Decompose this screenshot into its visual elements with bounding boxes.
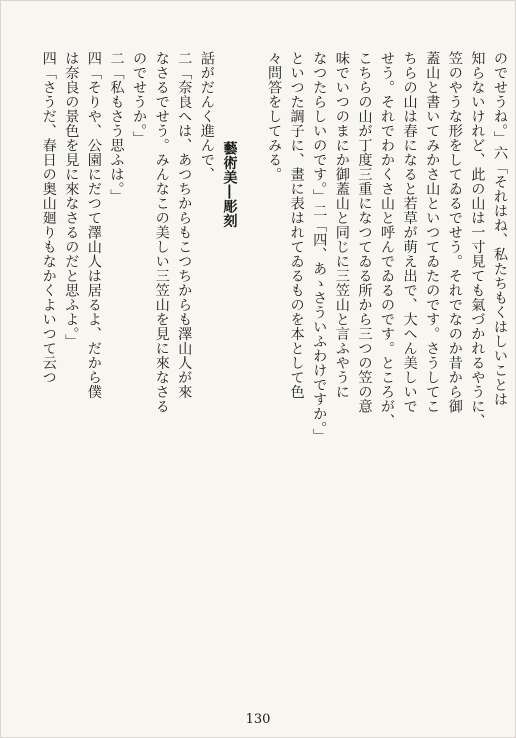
text-line: ちらの山は春になると若草が萌え出で、大へん美しいで bbox=[401, 51, 418, 414]
text-line: は奈良の景色を見に來なさるのだと思ふよ。」 bbox=[63, 51, 80, 349]
text-line: 笠のやうな形をしてゐるでせう。それでなのか昔から御 bbox=[446, 51, 463, 414]
text-line: 々問答をしてみる。 bbox=[266, 51, 283, 182]
line-gap bbox=[240, 51, 262, 691]
text-line: なさるでせう。みんなこの美しい三笠山を見に來なさる bbox=[153, 51, 170, 414]
text-line: 二「奈良へは、あつちからもこつちからも澤山人が來 bbox=[176, 51, 193, 399]
text-line: 四「さうだ、春日の奥山廻りもなかくよいつて云つ bbox=[40, 51, 57, 385]
line-gap bbox=[15, 51, 37, 691]
text-line: といつた調子に、畫に表はれてゐるものを本として色 bbox=[288, 51, 305, 399]
text-line: せう。それでわかくさ山と呼んでゐるのです。ところが、 bbox=[379, 51, 396, 428]
text-line: 二「私もさう思ふは。」 bbox=[108, 51, 125, 204]
text-line: 話がだんく進んで、 bbox=[198, 51, 215, 182]
text-line: 味でいつのまにか御蓋山と同じに三笠山と言ふやうに bbox=[333, 51, 350, 399]
text-line: 四「そりや、公園にだつて澤山人は居るよ、だから僕 bbox=[85, 51, 102, 399]
section-heading: 藝術美―彫刻 bbox=[221, 141, 238, 228]
text-line: こちらの山が丁度三重になつてゐる所から三つの笠の意 bbox=[356, 51, 373, 414]
page-number: 130 bbox=[245, 712, 271, 727]
vertical-text-body bbox=[7, 51, 511, 691]
text-line: なつたらしいのです。」二「四、あゝさういふわけですか。」 bbox=[311, 51, 328, 443]
text-line: 蓋山と書いてみかさ山といつてゐたのです。さうしてこ bbox=[424, 51, 441, 414]
line-gap bbox=[0, 51, 15, 691]
text-line: 知らないけれど、此の山は一寸見ても氣づかれるやうに、 bbox=[469, 51, 486, 428]
text-line: のでせうか。」 bbox=[131, 51, 148, 146]
text-line: のでせうね。」六「それはね、私たちもくはしいことは bbox=[492, 51, 508, 407]
